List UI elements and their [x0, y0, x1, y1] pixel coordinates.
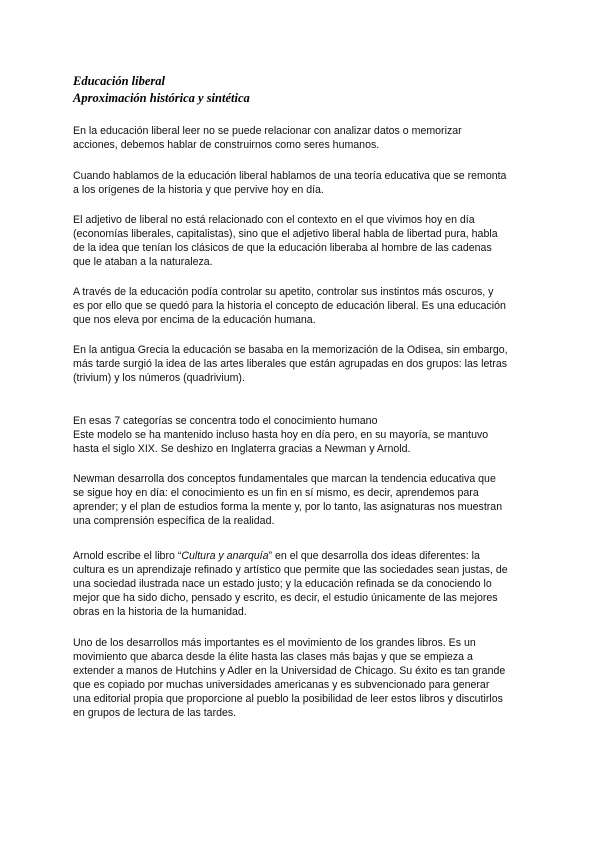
paragraph-9	[73, 636, 548, 720]
text-line: Uno de los desarrollos más importantes es el movimiento de los grandes libros. Es un	[73, 637, 476, 649]
text-line: de la idea que tenían los clásicos de que la educación liberaba al hombre de las cadenas	[73, 242, 492, 254]
text-line: Este modelo se ha mantenido incluso hasta hoy en día pero, en su mayoría, se mantuvo	[73, 429, 489, 441]
text-line: a los orígenes de la historia y que pervive hoy en día.	[73, 184, 324, 196]
text-line: se sigue hoy en día: el conocimiento es un fin en sí mismo, es decir, aprendemos para	[73, 487, 479, 499]
text-line: más tarde surgió la idea de las artes liberales que están agrupadas en dos grupos: las letras	[73, 358, 508, 370]
text-fragment: Arnold escribe el libro “	[73, 550, 182, 562]
text-line: cultura es un aprendizaje refinado y artístico que permite que las sociedades sean justas, de	[73, 564, 508, 576]
text-line: extender a manos de Hutchins y Adler en la Universidad de Chicago. Su éxito es tan grande	[73, 665, 506, 677]
text-line: En la antigua Grecia la educación se basaba en la memorización de la Odisea, sin embargo,	[73, 344, 508, 356]
text-fragment: ” en el que desarrolla dos ideas diferentes: la	[268, 550, 480, 562]
text-line: una editorial propia que proporcione al pueblo la posibilidad de leer estos libros y discutirlos	[73, 693, 503, 705]
text-line: En esas 7 categorías se concentra todo el conocimiento humano	[73, 415, 378, 427]
text-line: movimiento que abarca desde la élite hasta las clases más bajas y que se empieza a	[73, 651, 473, 663]
paragraph-2	[73, 169, 548, 197]
text-line: en grupos de lectura de las tardes.	[73, 707, 237, 719]
text-line: Newman desarrolla dos conceptos fundamentales que marcan la tendencia educativa que	[73, 473, 496, 485]
text-line: obras en la historia de la humanidad.	[73, 606, 247, 618]
paragraph-1	[73, 124, 548, 152]
text-line: mejor que ha sido dicho, pensado y escrito, es decir, el estudio únicamente de las mejores	[73, 592, 498, 604]
paragraph-5	[73, 343, 548, 385]
title-line-2: Aproximación histórica y sintética	[73, 91, 250, 105]
document-title	[73, 73, 533, 107]
text-line: aprender; y el plan de estudios forma la mente y, por lo tanto, las asignaturas nos muestran	[73, 501, 503, 513]
text-line: acciones, debemos hablar de construirnos como seres humanos.	[73, 139, 380, 151]
text-line: una sociedad ilustrada nace un estado justo; y la educación refinada se da conociendo lo	[73, 578, 492, 590]
text-line: Cuando hablamos de la educación liberal hablamos de una teoría educativa que se remonta	[73, 170, 507, 182]
text-line: que es copiado por muchas universidades americanas y es subvencionado para generar	[73, 679, 490, 691]
paragraph-7	[73, 472, 548, 528]
text-line: una comprensión específica de la realidad.	[73, 515, 275, 527]
title-line-1: Educación liberal	[73, 74, 166, 88]
text-line	[73, 549, 548, 563]
paragraph-4	[73, 285, 548, 327]
text-line: El adjetivo de liberal no está relacionado con el contexto en el que vivimos hoy en día	[73, 214, 475, 226]
text-line: (economías liberales, capitalistas), sino que el adjetivo liberal habla de libertad pura, habla	[73, 228, 498, 240]
paragraph-6	[73, 414, 548, 456]
text-line: (trivium) y los números (quadrivium).	[73, 372, 245, 384]
text-line: que nos eleva por encima de la educación humana.	[73, 314, 316, 326]
text-line: es por ello que se quedó para la historia el concepto de educación liberal. Es una educación	[73, 300, 506, 312]
text-line: que le ataban a la naturaleza.	[73, 256, 213, 268]
text-line: En la educación liberal leer no se puede relacionar con analizar datos o memorizar	[73, 125, 462, 137]
text-line: A través de la educación podía controlar su apetito, controlar sus instintos más oscuros, y	[73, 286, 494, 298]
book-title: Cultura y anarquía	[181, 550, 269, 562]
text-line: hasta el siglo XIX. Se deshizo en Inglaterra gracias a Newman y Arnold.	[73, 443, 411, 455]
paragraph-8	[73, 549, 548, 619]
paragraph-3	[73, 213, 548, 269]
